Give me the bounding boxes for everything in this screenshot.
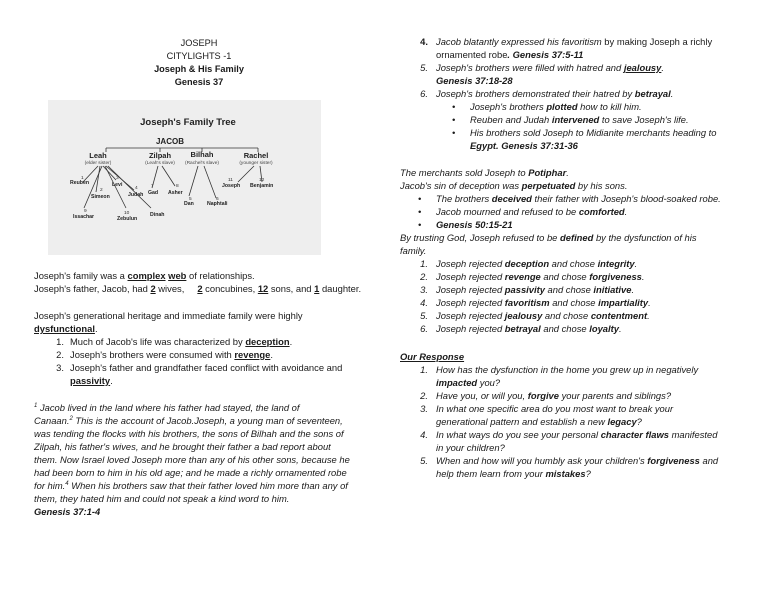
wife-leah-note: (elder sister) [84, 161, 112, 166]
son-num-6: 6 [216, 197, 219, 202]
list-item: 3. Joseph rejected passivity and chose initiative. [420, 284, 635, 295]
son-num-10: 10 [124, 211, 130, 216]
para-complex-web: Joseph's family was a complex web of relationships. [34, 270, 255, 281]
list-item: • Jacob mourned and refused to be comforted. [418, 206, 628, 217]
son-num-7: 7 [151, 184, 154, 189]
son-dan: Dan [184, 201, 194, 207]
wife-rachel: Rachel [243, 151, 269, 160]
list-item: 2. Joseph's brothers were consumed with revenge. [56, 349, 273, 360]
scripture-passage: $^1$ Jacob lived in the land where his father had stayed, the land of Canaan.$^2$ This is the account of Jacob.Joseph, a young man of seventeen, was tending the flocks with his brothers, the sons of Bilhah and the sons of Zilpah, his father's wives, and he brought their father a bad report about them. Now Israel loved Joseph more than any of his other sons, because he had been born to him in his old age; and he made a richly ornamented robe for him.$^4$ When his brothers saw that their father loved him more than any of them, they hated him and could not speak a kind word to him. Genesis 37:1-4 [34, 401, 374, 518]
list-item: 5. Joseph's brothers were filled with hatred and jealousy. Genesis 37:18-28 [420, 62, 664, 86]
wife-bilhah-note: (Rachel's slave) [185, 161, 219, 166]
list-item: 4. Jacob blatantly expressed his favoritism by making Joseph a richly ornamented robe. Genesis 37:5-11 [420, 36, 713, 60]
family-tree-diagram [48, 100, 321, 255]
header-title: JOSEPH [180, 38, 218, 48]
son-zebulun: Zebulun [117, 216, 138, 222]
list-item: 1. Joseph rejected deception and chose integrity. [420, 258, 638, 269]
header-reference: Genesis 37 [174, 77, 224, 87]
list-item: • Genesis 50:15-21 [418, 219, 513, 230]
tree-title: Joseph's Family Tree [140, 117, 236, 128]
list-item: 5. When and how will you humbly ask your children's forgiveness and help them learn from your mistakes? [420, 455, 719, 479]
son-levi: Levi [112, 182, 123, 188]
list-item: • The brothers deceived their father with Joseph's blood-soaked robe. [418, 193, 721, 204]
son-num-4: 4 [135, 186, 138, 191]
tree-jacob: JACOB [155, 137, 185, 146]
response-title: Our Response [400, 351, 465, 362]
list-item: 6. Joseph's brothers demonstrated their hatred by betrayal. [420, 88, 674, 99]
para-heritage: Joseph's generational heritage and immediate family were highly [34, 310, 303, 321]
para-sin: Jacob's sin of deception was perpetuated by his sons. [400, 180, 628, 191]
list-item: • Reuben and Judah intervened to save Joseph's life. [452, 114, 689, 125]
family-tree-figure [48, 100, 321, 255]
para-heritage-end: dysfunctional. [34, 323, 98, 334]
dysfunction-list [34, 335, 374, 387]
list-item: 2. Joseph rejected revenge and chose forgiveness. [420, 271, 645, 282]
list-item: 4. In what ways do you see your personal character flaws manifested in your children? [420, 429, 718, 453]
son-num-1: 1 [81, 176, 84, 181]
list-item: 5. Joseph rejected jealousy and chose contentment. [420, 310, 650, 321]
list-item: 4. Joseph rejected favoritism and chose impartiality. [420, 297, 651, 308]
son-benjamin: Benjamin [250, 183, 274, 189]
son-joseph: Joseph [222, 183, 241, 189]
son-num-11: 11 [228, 178, 233, 183]
list-item: 3. Joseph's father and grandfather faced conflict with avoidance and passivity. [56, 362, 343, 386]
son-asher: Asher [168, 190, 183, 196]
rejected-list [400, 257, 750, 335]
daughter-dinah: Dinah [150, 212, 165, 218]
son-num-8: 8 [176, 184, 179, 189]
response-section [400, 350, 750, 480]
para-wives-sons: Joseph's father, Jacob, had 2 wives, 2 concubines, 12 sons, and 1 daughter. [34, 283, 362, 294]
header-subtitle: Joseph & His Family [154, 64, 244, 74]
list-item: 6. Joseph rejected betrayal and chose loyalty. [420, 323, 622, 334]
wife-leah: Leah [89, 151, 107, 160]
son-judah: Judah [128, 192, 144, 198]
wife-zilpah: Zilpah [148, 151, 172, 160]
list-item: • His brothers sold Joseph to Midianite merchants heading to Egypt. Genesis 37:31-36 [452, 127, 717, 151]
scripture-reference: Genesis 37:1-4 [34, 506, 101, 517]
deception-section [400, 166, 750, 335]
para-trust-end: family. [400, 245, 427, 256]
list-item: 3. In what one specific area do you most want to break your generational pattern and establish a new legacy? [420, 403, 674, 427]
para-trust: By trusting God, Joseph refused to be defined by the dysfunction of his [400, 232, 697, 243]
list-item: 1. Much of Jacob's life was characterized by deception. [56, 336, 293, 347]
list-item: 2. Have you, or will you, forgive your parents and siblings? [420, 390, 672, 401]
son-num-12: 12 [259, 178, 265, 183]
header-series: CITYLIGHTS -1 [166, 51, 232, 61]
son-num-2: 2 [100, 188, 103, 193]
son-num-5: 5 [189, 197, 192, 202]
list-item: 1. How has the dysfunction in the home you grew up in negatively impacted you? [420, 364, 699, 388]
son-naphtali: Naphtali [207, 201, 228, 207]
list-item: • Joseph's brothers plotted how to kill him. [452, 101, 642, 112]
son-num-3: 3 [116, 176, 119, 181]
son-issachar: Issachar [73, 214, 95, 220]
wife-zilpah-note: (Leah's slave) [145, 161, 175, 166]
hatred-subbullets [400, 100, 750, 152]
wife-rachel-note: (younger sister) [239, 161, 273, 166]
tree-lines [83, 148, 262, 208]
heritage-section [34, 309, 374, 387]
wife-bilhah: Bilhah [190, 150, 214, 159]
para-merchants: The merchants sold Joseph to Potiphar. [400, 167, 569, 178]
son-num-9: 9 [84, 209, 87, 214]
family-intro [34, 269, 374, 295]
son-gad: Gad [148, 190, 159, 196]
document-header [34, 37, 364, 89]
son-reuben: Reuben [70, 180, 90, 186]
response-questions [400, 363, 750, 480]
son-simeon: Simeon [91, 194, 110, 200]
right-top-list [400, 35, 750, 152]
